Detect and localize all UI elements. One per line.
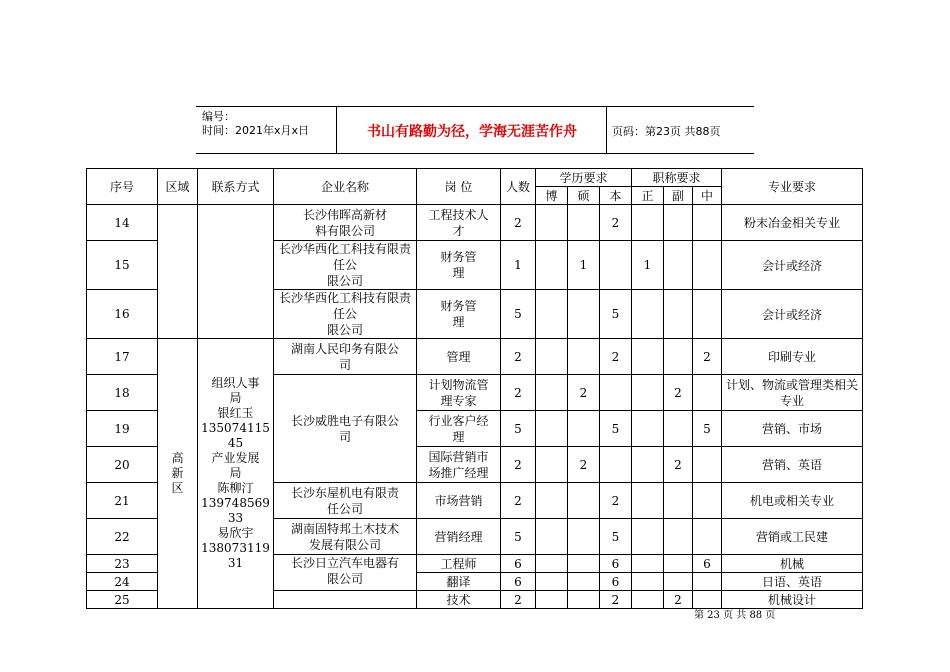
count-cell: 2	[501, 375, 536, 411]
header-title-intermediate: 中	[693, 187, 722, 205]
major-cell: 计划、物流或管理类相关专业	[722, 375, 863, 411]
edu-bachelor-cell: 6	[600, 555, 632, 573]
major-cell: 会计或经济	[722, 290, 863, 339]
title-senior-cell	[632, 555, 664, 573]
company-cell: 长沙华西化工科技有限责任公 限公司	[274, 290, 417, 339]
position-cell: 财务管 理	[417, 241, 501, 290]
title-associate-cell	[664, 411, 693, 447]
edu-master-cell: 1	[568, 241, 600, 290]
seq-cell: 17	[87, 339, 158, 375]
edu-phd-cell	[536, 555, 568, 573]
title-senior-cell	[632, 205, 664, 241]
edu-phd-cell	[536, 375, 568, 411]
position-cell: 国际营销市 场推广经理	[417, 447, 501, 483]
edu-bachelor-cell	[600, 375, 632, 411]
count-cell: 2	[501, 339, 536, 375]
region-cell	[158, 339, 198, 609]
seq-cell: 15	[87, 241, 158, 290]
edu-bachelor-cell: 2	[600, 205, 632, 241]
company-cell: 长沙伟晖高新材 料有限公司	[274, 205, 417, 241]
title-associate-cell	[664, 483, 693, 519]
edu-master-cell: 2	[568, 375, 600, 411]
count-cell: 1	[501, 241, 536, 290]
position-cell: 技术	[417, 591, 501, 609]
title-associate-cell: 2	[664, 375, 693, 411]
major-cell: 营销或工民建	[722, 519, 863, 555]
count-cell: 2	[501, 205, 536, 241]
major-cell: 营销、英语	[722, 447, 863, 483]
seq-cell: 14	[87, 205, 158, 241]
company-cell-empty	[274, 591, 417, 609]
page-footer: 第 23 页 共 88 页	[694, 610, 776, 621]
major-cell: 营销、市场	[722, 411, 863, 447]
major-cell: 机电或相关专业	[722, 483, 863, 519]
header-region: 区域	[158, 169, 198, 205]
contact-cell: 组织人事 局 银红玉 135074115 45 产业发展 局 陈柳汀 139748569 33 易欣宇 138073119 31	[198, 339, 274, 609]
title-senior-cell	[632, 290, 664, 339]
position-cell: 管理	[417, 339, 501, 375]
major-cell: 日语、英语	[722, 573, 863, 591]
header-title-senior: 正	[632, 187, 664, 205]
count-cell: 5	[501, 519, 536, 555]
title-intermediate-cell	[693, 290, 722, 339]
edu-phd-cell	[536, 573, 568, 591]
major-cell: 机械设计	[722, 591, 863, 609]
edu-phd-cell	[536, 591, 568, 609]
edu-phd-cell	[536, 447, 568, 483]
seq-cell: 21	[87, 483, 158, 519]
title-associate-cell	[664, 339, 693, 375]
seq-cell: 18	[87, 375, 158, 411]
title-intermediate-cell	[693, 573, 722, 591]
seq-cell: 16	[87, 290, 158, 339]
edu-master-cell	[568, 411, 600, 447]
count-cell: 5	[501, 411, 536, 447]
number-label: 编号：	[202, 110, 235, 123]
edu-master-cell	[568, 290, 600, 339]
edu-master-cell	[568, 519, 600, 555]
title-senior-cell	[632, 591, 664, 609]
edu-bachelor-cell: 2	[600, 591, 632, 609]
header-edu-bachelor: 本	[600, 187, 632, 205]
title-intermediate-cell	[693, 519, 722, 555]
major-cell: 会计或经济	[722, 241, 863, 290]
slogan: 书山有路勤为径，学海无涯苦作舟	[367, 124, 577, 140]
header-count: 人数	[501, 169, 536, 205]
title-intermediate-cell: 5	[693, 411, 722, 447]
edu-phd-cell	[536, 339, 568, 375]
title-senior-cell: 1	[632, 241, 664, 290]
edu-phd-cell	[536, 519, 568, 555]
edu-master-cell	[568, 339, 600, 375]
company-cell: 湖南固特邦土木技术 发展有限公司	[274, 519, 417, 555]
seq-cell: 24	[87, 573, 158, 591]
header-position: 岗 位	[417, 169, 501, 205]
title-intermediate-cell	[693, 375, 722, 411]
position-cell: 财务管 理	[417, 290, 501, 339]
seq-cell: 20	[87, 447, 158, 483]
position-cell: 工程技术人 才	[417, 205, 501, 241]
title-intermediate-cell	[693, 447, 722, 483]
position-cell: 市场营销	[417, 483, 501, 519]
company-cell: 湖南人民印务有限公 司	[274, 339, 417, 375]
header-major: 专业要求	[722, 169, 863, 205]
header-divider	[606, 107, 607, 153]
edu-phd-cell	[536, 411, 568, 447]
edu-bachelor-cell: 2	[600, 339, 632, 375]
title-senior-cell	[632, 519, 664, 555]
contact-cell-empty	[198, 205, 274, 339]
header-meta	[202, 110, 309, 138]
count-cell: 2	[501, 591, 536, 609]
header-divider	[336, 107, 337, 153]
edu-bachelor-cell: 5	[600, 411, 632, 447]
title-associate-cell: 2	[664, 447, 693, 483]
header-title: 职称要求	[632, 169, 722, 187]
position-cell: 行业客户经 理	[417, 411, 501, 447]
edu-bachelor-cell	[600, 447, 632, 483]
seq-cell: 23	[87, 555, 158, 573]
title-associate-cell: 2	[664, 591, 693, 609]
header-seq: 序号	[87, 169, 158, 205]
edu-bachelor-cell: 2	[600, 483, 632, 519]
major-cell: 印刷专业	[722, 339, 863, 375]
edu-master-cell	[568, 555, 600, 573]
title-senior-cell	[632, 411, 664, 447]
title-associate-cell	[664, 205, 693, 241]
major-cell: 机械	[722, 555, 863, 573]
title-senior-cell	[632, 483, 664, 519]
edu-phd-cell	[536, 205, 568, 241]
title-associate-cell	[664, 241, 693, 290]
title-associate-cell	[664, 290, 693, 339]
table-row	[87, 339, 863, 375]
title-intermediate-cell: 2	[693, 339, 722, 375]
company-cell: 长沙威胜电子有限公 司	[274, 375, 417, 483]
seq-cell: 22	[87, 519, 158, 555]
company-cell: 长沙东屋机电有限责 任公司	[274, 483, 417, 519]
region-cell-empty	[158, 205, 198, 339]
header-edu-master: 硕	[568, 187, 600, 205]
position-cell: 计划物流管 理专家	[417, 375, 501, 411]
count-cell: 5	[501, 290, 536, 339]
position-cell: 工程师	[417, 555, 501, 573]
header-title-associate: 副	[664, 187, 693, 205]
seq-cell: 25	[87, 591, 158, 609]
position-cell: 翻译	[417, 573, 501, 591]
count-cell: 6	[501, 555, 536, 573]
major-cell: 粉末冶金相关专业	[722, 205, 863, 241]
title-senior-cell	[632, 375, 664, 411]
header-company: 企业名称	[274, 169, 417, 205]
edu-bachelor-cell	[600, 241, 632, 290]
document-header	[196, 106, 754, 154]
title-intermediate-cell	[693, 483, 722, 519]
edu-master-cell	[568, 573, 600, 591]
count-cell: 2	[501, 447, 536, 483]
edu-bachelor-cell: 6	[600, 573, 632, 591]
title-senior-cell	[632, 447, 664, 483]
title-intermediate-cell	[693, 241, 722, 290]
header-contact: 联系方式	[198, 169, 274, 205]
title-associate-cell	[664, 519, 693, 555]
title-intermediate-cell	[693, 205, 722, 241]
company-cell: 长沙华西化工科技有限责任公 限公司	[274, 241, 417, 290]
edu-master-cell	[568, 483, 600, 519]
region-text: 高新区	[171, 451, 184, 495]
seq-cell: 19	[87, 411, 158, 447]
time-label: 时间：2021年x月x日	[202, 124, 310, 137]
header-education: 学历要求	[536, 169, 632, 187]
edu-master-cell	[568, 591, 600, 609]
edu-bachelor-cell: 5	[600, 519, 632, 555]
company-cell: 长沙日立汽车电器有 限公司	[274, 555, 417, 591]
count-cell: 6	[501, 573, 536, 591]
title-associate-cell	[664, 573, 693, 591]
edu-phd-cell	[536, 241, 568, 290]
title-associate-cell	[664, 555, 693, 573]
edu-bachelor-cell: 5	[600, 290, 632, 339]
header-edu-phd: 博	[536, 187, 568, 205]
table-row	[87, 205, 863, 241]
count-cell: 2	[501, 483, 536, 519]
title-senior-cell	[632, 573, 664, 591]
edu-master-cell: 2	[568, 447, 600, 483]
title-senior-cell	[632, 339, 664, 375]
position-cell: 营销经理	[417, 519, 501, 555]
recruitment-table	[86, 168, 863, 609]
edu-master-cell	[568, 205, 600, 241]
edu-phd-cell	[536, 290, 568, 339]
edu-phd-cell	[536, 483, 568, 519]
title-intermediate-cell: 6	[693, 555, 722, 573]
page-info: 页码：第23页 共88页	[612, 125, 721, 138]
